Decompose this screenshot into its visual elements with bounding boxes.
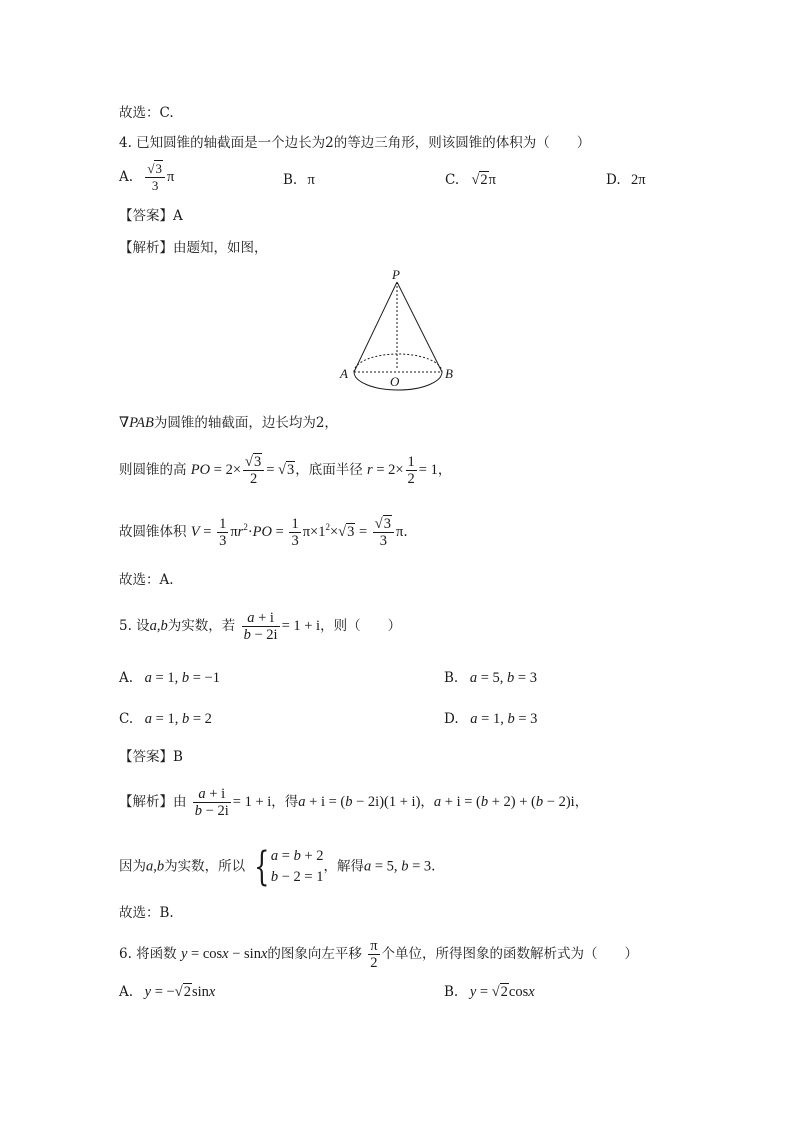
- q4-stem: 4. 已知圆锥的轴截面是一个边长为2的等边三角形，则该圆锥的体积为（ ）: [119, 135, 591, 151]
- q4-analysis-line1: ∇PAB为圆锥的轴截面，边长均为2，: [119, 415, 338, 431]
- label-p: P: [392, 267, 400, 282]
- cone-figure: [335, 266, 465, 394]
- option-letter: B.: [444, 984, 459, 1000]
- q4-option-c: [445, 170, 496, 190]
- math-q5-condition: $\frac{a + i}{b - 2i}$ = 1 + i: [243, 610, 321, 643]
- option-math: π: [307, 172, 315, 188]
- q6-option-a: A. y = −√2sinx: [119, 984, 216, 1000]
- q4-option-d: [606, 170, 646, 190]
- math-radius: r = 2× $\frac{1}{2}$ = 1: [367, 454, 438, 487]
- option-letter: A.: [119, 168, 134, 185]
- q5-option-c: C. a = 1, b = 2: [119, 711, 212, 727]
- q5-answer: 【答案】B: [119, 749, 183, 765]
- q5-option-a: A. a = 1, b = −1: [119, 670, 220, 686]
- q4-analysis-line2: 则圆锥的高 PO = 2× $\frac{√3}{2}$ = √3，底面半径 r = 2× $\frac{1}{2}$ = 1，: [119, 454, 452, 487]
- q3-choose: 故选：C.: [119, 105, 174, 121]
- q5-analysis-line1: 【解析】由 $\frac{a + i}{b - 2i}$ = 1 + i，得a + i = (b − 2i)(1 + i)，a + i = (b + 2) + (b − 2)i，: [119, 786, 589, 819]
- q5-choose: 故选：B.: [119, 905, 174, 921]
- q6-stem: 6. 将函数 y = cosx − sinx的图象向左平移 $\frac{\pi}{2}$ 个单位，所得图象的函数解析式为（ ）: [119, 938, 639, 971]
- q4-choose: 故选：A.: [119, 572, 174, 588]
- option-math: $\frac{√3}{3}$ π: [147, 161, 175, 193]
- q4-answer: 【答案】A: [119, 208, 183, 224]
- q6-option-b: B. y = √2cosx: [444, 984, 535, 1000]
- q4-option-b: [283, 170, 315, 190]
- option-math: 2π: [630, 172, 646, 188]
- label-b: B: [445, 366, 453, 381]
- q4-option-a: [119, 161, 174, 194]
- q5-option-b: B. a = 5, b = 3: [444, 670, 537, 686]
- option-letter: D.: [606, 172, 621, 188]
- option-letter: C.: [445, 172, 460, 188]
- q4-analysis-line3: 故圆锥体积 V = $\frac{1}{3}$ $\pi r^2\cdot PO$ = $\frac{1}{3}$ $\pi\times 1^2\times√3$ = $\frac{√3}{3}$ π.: [119, 516, 408, 549]
- math-triangle-pab: ∇PAB: [119, 415, 154, 431]
- math-height: PO = 2× $\frac{√3}{2}$ = √3: [190, 454, 295, 487]
- math-system: { a = b + 2 b − 2 = 1: [254, 844, 324, 890]
- q5-stem: 5. 设a,b为实数，若 $\frac{a + i}{b - 2i}$ = 1 + i，则（ ）: [119, 610, 402, 643]
- option-letter: D.: [444, 711, 459, 727]
- option-letter: C.: [119, 711, 134, 727]
- math-function: y = cosx − sinx: [180, 945, 268, 962]
- option-letter: B.: [444, 670, 459, 686]
- label-o: O: [390, 374, 400, 389]
- option-letter: A.: [119, 984, 134, 1000]
- option-math: √2π: [471, 172, 496, 188]
- label-a: A: [340, 366, 348, 381]
- math-volume: V = $\frac{1}{3}$ $\pi r^2\cdot PO$ = $\frac{1}{3}$ $\pi\times 1^2\times√3$ = $\frac{√3}{3}$ π: [190, 516, 404, 549]
- option-letter: A.: [119, 670, 134, 686]
- q4-analysis: 【解析】由题知，如图，: [119, 240, 268, 256]
- option-letter: B.: [283, 172, 298, 188]
- q5-option-d: D. a = 1, b = 3: [444, 711, 538, 727]
- q5-analysis-line2: 因为a,b为实数，所以 { a = b + 2 b − 2 = 1 ，解得a = 5, b = 3.: [119, 844, 436, 890]
